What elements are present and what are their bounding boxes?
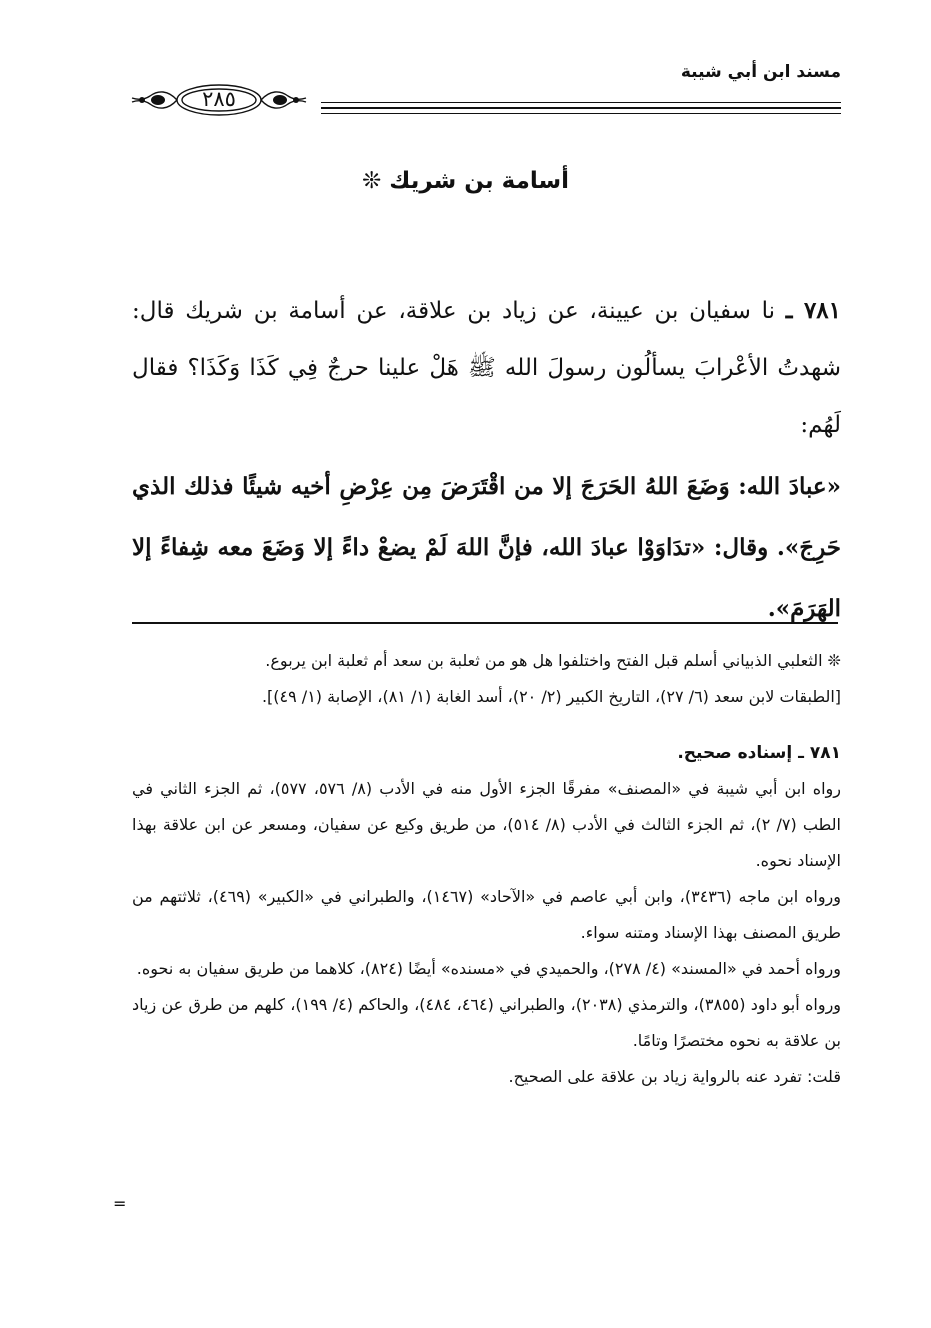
takhrij-paragraph: قلت: تفرد عنه بالرواية زياد بن علاقة على الصحيح. bbox=[508, 1067, 841, 1086]
running-title: مسند ابن أبي شيبة bbox=[680, 62, 841, 82]
takhrij-paragraph: ورواه ابن ماجه (٣٤٣٦)، وابن أبي عاصم في «الآحاد» (١٤٦٧)، والطبراني في «الكبير» (٤٦٩)، ثلاثتهم من طريق المصنف بهذا الإسناد ومتنه سواء. bbox=[132, 887, 842, 942]
page-number-ornament bbox=[128, 82, 310, 118]
footnotes bbox=[132, 643, 841, 1095]
footnote-separator bbox=[132, 622, 838, 624]
hadith-matn: «عبادَ الله: وَضَعَ اللهُ الحَرَجَ إلا من اقْتَرَضَ مِن عِرْضِ أخيه شيئًا فذلك الذي حَرِجَ». وقال: «تدَاوَوْا عبادَ الله، فإنَّ اللهَ لَمْ يضعْ داءً إلا وَضَعَ معه شِفاءً إلا الهَرَمَ». bbox=[132, 473, 841, 622]
footnote-biography: ❊ الثعلبي الذبياني أسلم قبل الفتح واختلفوا هل هو من ثعلبة بن سعد أم ثعلبة ابن يربوع. bbox=[265, 651, 841, 670]
takhrij-heading: ٧٨١ ـ إسناده صحيح. bbox=[677, 743, 841, 763]
takhrij-paragraph: ورواه أبو داود (٣٨٥٥)، والترمذي (٢٠٣٨)، والطبراني (٤٦٤، ٤٨٤)، والحاكم (٤/ ١٩٩)، كلهم من طرق عن زياد بن علاقة به نحوه مختصرًا وتامًا. bbox=[132, 995, 842, 1050]
margin-mark: = bbox=[113, 1194, 127, 1213]
section-title: أسامة بن شريك ❊ bbox=[362, 168, 569, 194]
header-rule bbox=[321, 102, 841, 103]
hadith-number: ٧٨١ ـ bbox=[785, 297, 842, 324]
hadith-text bbox=[132, 282, 841, 639]
header-rule bbox=[321, 113, 841, 114]
header-rule bbox=[321, 107, 841, 109]
hadith-isnad-paragraph bbox=[132, 282, 841, 454]
footnote-biography-refs: [الطبقات لابن سعد (٦/ ٢٧)، التاريخ الكبير (٢/ ٢٠)، أسد الغابة (١/ ٨١)، الإصابة (١/ ٤٩)]. bbox=[261, 687, 841, 706]
takhrij-paragraph: ورواه أحمد في «المسند» (٤/ ٢٧٨)، والحميدي في «مسنده» أيضًا (٨٢٤)، كلاهما من طريق سفيان به نحوه. bbox=[136, 959, 841, 978]
page-number: ٢٨٥ bbox=[202, 87, 236, 111]
takhrij-paragraph: رواه ابن أبي شيبة في «المصنف» مفرقًا الجزء الأول منه في الأدب (٨/ ٥٧٦، ٥٧٧)، ثم الجزء الثاني في الطب (٧/ ٢)، ثم الجزء الثالث في الأدب (٨/ ٥١٤)، من طريق وكيع عن سفيان، ومسعر عن ابن علاقة بهذا الإسناد نحوه. bbox=[132, 779, 842, 870]
hadith-isnad: نا سفيان بن عيينة، عن زياد بن علاقة، عن أسامة بن شريك قال: شهدتُ الأعْرابَ يسألُون رسولَ الله ﷺ هَلْ علينا حرجٌ فِي كَذَا وَكَذَا؟ فقال لَهُم: bbox=[132, 298, 841, 438]
